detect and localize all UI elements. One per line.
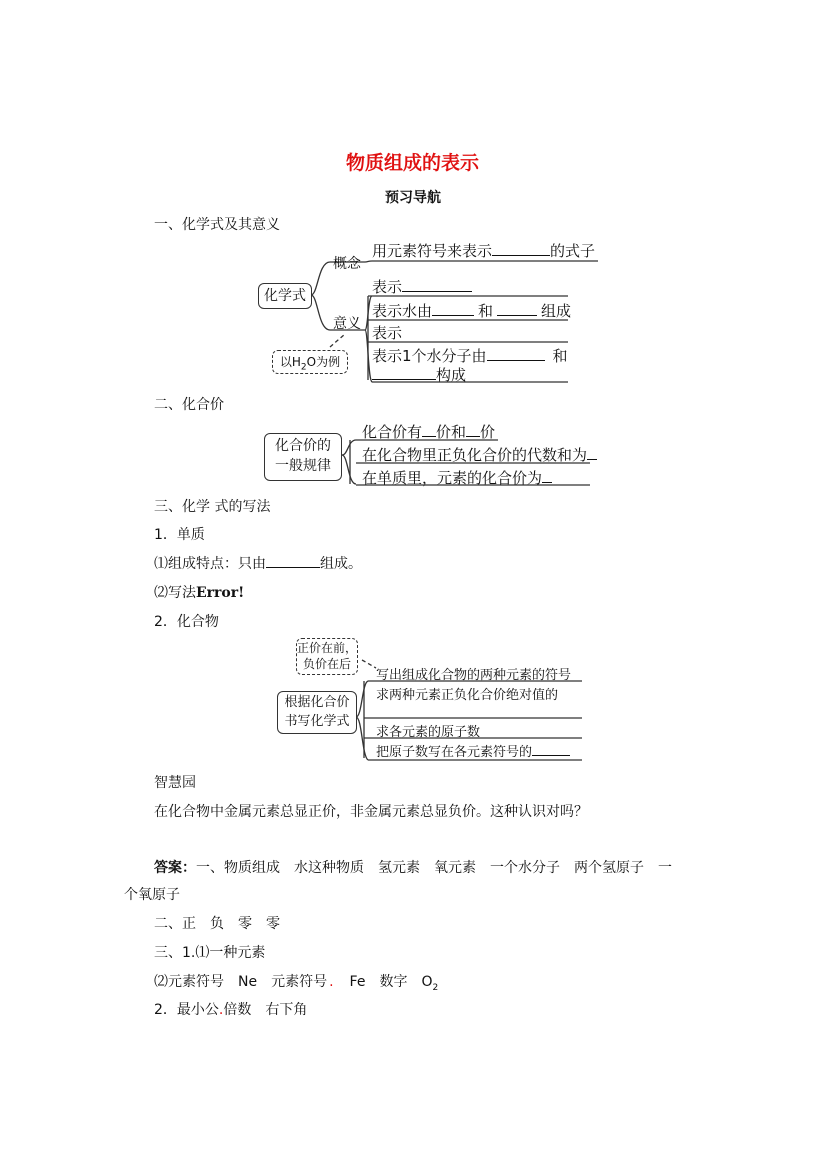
rule-2-text: 在化合物里正负化合价的代数和为 <box>362 446 588 464</box>
answers-line5-subscript: 2 <box>432 982 439 993</box>
answers-line1-text: 一、物质组成 水这种物质 氢元素 氧元素 一个水分子 两个氢原子 一 <box>196 860 672 876</box>
blank <box>587 447 597 460</box>
blank <box>497 303 537 316</box>
order-note-line1: 正价在前， <box>297 641 358 655</box>
node-valence-rules-line1: 化合价的 <box>275 438 331 454</box>
meaning-4-cont <box>372 364 466 385</box>
node-write-formula-line1: 根据化合价 <box>284 695 350 710</box>
meaning-1 <box>372 276 472 297</box>
section1-heading: 一、化学式及其意义 <box>154 217 280 233</box>
item-elemental-2-a: ⑵写法 <box>154 585 196 601</box>
wisdom-heading: 智慧园 <box>154 775 196 791</box>
blank <box>432 303 474 316</box>
item-elemental-1-a: ⑴组成特点：只由 <box>154 556 266 572</box>
step-1: 写出组成化合物的两种元素的符号 <box>376 668 572 683</box>
rule-1b: 价和 <box>436 423 467 441</box>
rule-1 <box>362 421 495 442</box>
meaning-4-label-c: 构成 <box>436 366 467 384</box>
section2-heading: 二、化合价 <box>154 397 224 413</box>
meaning-3 <box>372 322 402 343</box>
step-2: 求两种元素正负化合价绝对值的 <box>376 688 559 703</box>
section-subtitle: 预习导航 <box>385 190 441 206</box>
meaning-2-label-a: 表示水由 <box>372 302 433 320</box>
meaning-2 <box>372 300 571 321</box>
meaning-2-label-c: 组成 <box>541 302 572 320</box>
item-elemental-2-error: Error! <box>196 585 245 601</box>
blank <box>402 279 472 292</box>
node-write-formula-line2: 书写化学式 <box>284 714 350 729</box>
answers-line6-a: 2．最小公 <box>154 1002 219 1018</box>
branch-concept: 概念 <box>333 256 361 272</box>
rule-3 <box>362 467 552 488</box>
answers-line5-a: ⑵元素符号 Ne 元素符号 <box>154 974 328 990</box>
blank <box>542 470 552 483</box>
node-valence-rules <box>264 433 342 481</box>
example-text-a: 以H <box>279 355 301 369</box>
rule-3-text: 在单质里，元素的化合价为 <box>362 469 543 487</box>
blank <box>492 243 550 256</box>
node-write-formula <box>277 691 357 734</box>
blank <box>487 348 545 361</box>
answers-line2: 个氧原子 <box>124 887 180 903</box>
meaning-4-label-a: 表示1个水分子由 <box>372 347 487 365</box>
meaning-3-label: 表示 <box>372 324 403 342</box>
answers-line5-b: Fe 数字 O <box>349 974 433 990</box>
answers-line6-b: 倍数 右下角 <box>223 1002 308 1018</box>
meaning-4 <box>372 345 568 366</box>
blank <box>466 424 480 437</box>
blank <box>422 424 436 437</box>
red-dot: . <box>218 1002 224 1018</box>
branch-meaning: 意义 <box>333 316 361 332</box>
red-dot: . <box>329 974 334 990</box>
page-title: 物质组成的表示 <box>346 152 480 174</box>
node-valence-rules-line2: 一般规律 <box>275 458 331 474</box>
item-elemental-1-b: 组成。 <box>320 556 362 572</box>
answers-line3: 二、正 负 零 零 <box>154 916 280 932</box>
section3-heading: 三、化学 式的写法 <box>154 499 271 515</box>
example-text-b: O为例 <box>306 355 341 369</box>
item-elemental-2 <box>154 582 244 602</box>
answers-line1 <box>154 857 672 877</box>
example-subscript: 2 <box>300 362 307 373</box>
rule-1c: 价 <box>480 423 496 441</box>
concept-text-a: 用元素符号来表示 <box>372 242 493 260</box>
example-note <box>272 350 348 374</box>
meaning-4-label-b: 和 <box>552 347 568 365</box>
answers-line6 <box>154 999 307 1019</box>
answers-line4: 三、1.⑴一种元素 <box>154 945 266 961</box>
concept-text-b: 的式子 <box>550 242 596 260</box>
node-chemical-formula: 化学式 <box>258 283 312 309</box>
blank <box>266 555 320 568</box>
item-compound: 2．化合物 <box>154 614 219 630</box>
step-4-text: 把原子数写在各元素符号的 <box>376 745 533 760</box>
step-3: 求各元素的原子数 <box>376 725 481 740</box>
rule-2 <box>362 444 597 465</box>
blank <box>532 743 570 756</box>
answers-line5 <box>154 971 438 993</box>
item-elemental-1 <box>154 553 362 573</box>
order-note <box>296 638 358 675</box>
item-elemental: 1．单质 <box>154 527 205 543</box>
concept-text <box>372 240 595 261</box>
rule-1a: 化合价有 <box>362 423 423 441</box>
wisdom-question: 在化合物中金属元素总显正价，非金属元素总显负价。这种认识对吗？ <box>154 804 588 820</box>
answers-label: 答案： <box>154 860 196 876</box>
meaning-1-label: 表示 <box>372 278 403 296</box>
order-note-line2: 负价在后 <box>302 657 351 671</box>
blank <box>372 367 436 380</box>
step-4 <box>376 741 570 760</box>
meaning-2-label-b: 和 <box>478 302 494 320</box>
